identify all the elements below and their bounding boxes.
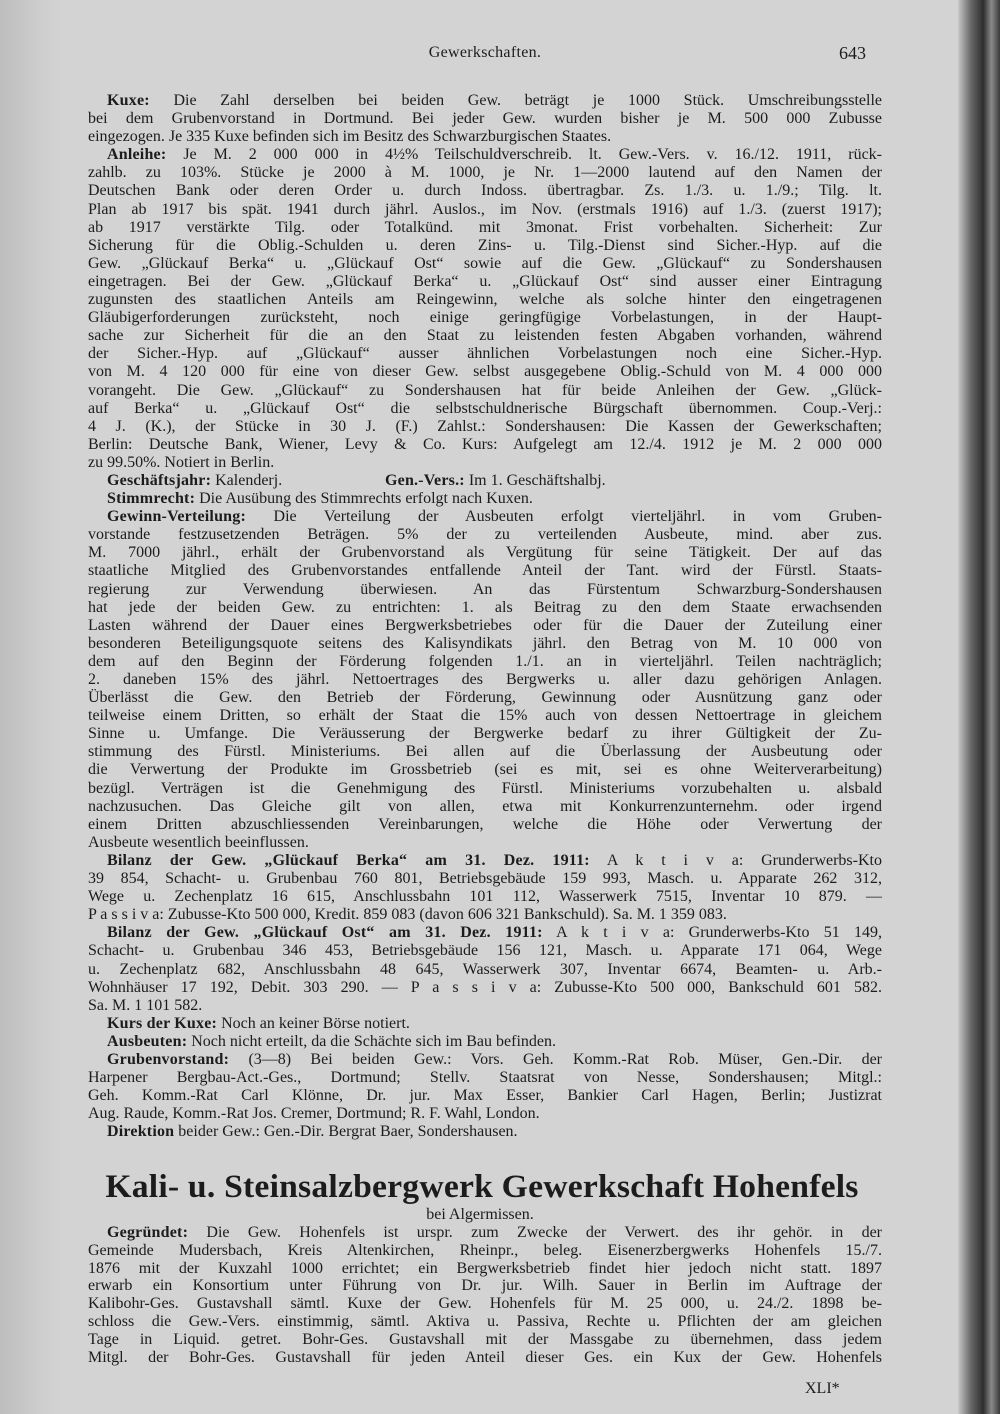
text-line: [88, 1015, 882, 1033]
lead-label: Kuxe:: [107, 92, 150, 109]
line-text: vorangeht. Die Gew. „Glückauf“ zu Sondershausen hat für beide Anleihen der Gew. „Glück-: [88, 381, 882, 399]
line-text: Noch nicht erteilt, da die Schächte sich im Bau befinden.: [191, 1032, 557, 1050]
text-line: [88, 942, 882, 960]
lead-label: Kurs der Kuxe:: [107, 1014, 218, 1032]
running-header: [88, 44, 882, 66]
text-line: [88, 327, 882, 345]
book-binding-edge: [958, 0, 1000, 1414]
text-line: [88, 1295, 882, 1313]
paragraph: [88, 924, 882, 1014]
line-text: M. 7000 jährl., erhält der Grubenvorstand als Vergütung für seine Tätigkeit. Der auf das: [88, 544, 882, 562]
text-line: [88, 581, 882, 599]
text-line: [88, 852, 882, 870]
main-text: [88, 92, 882, 1141]
paragraph: [88, 1123, 882, 1141]
line-text: Kalibohr-Ges. Gustavshall sämtl. Kuxe der Gew. Hohenfels für M. 25 000, u. 24./2. 1898 be-: [88, 1295, 882, 1313]
line-text: schloss die Gew.-Vers. einstimmig, sämtl. Aktiva u. Passiva, Rechte u. Pflichten der am gleichen: [88, 1312, 882, 1330]
text-line: [88, 363, 882, 381]
lead-label: Stimmrecht:: [107, 490, 196, 508]
line-text: (3—8) Bei beiden Gew.: Vors. Geh. Komm.-Rat Rob. Müser, Gen.-Dir. der: [248, 1050, 882, 1068]
text-line: [88, 237, 882, 255]
text-line: [88, 761, 882, 779]
line-text: Wohnhäuser 17 192, Debit. 303 290. — P a s s i v a: Zubusse-Kto 500 000, Bankschuld 601 582.: [88, 978, 882, 996]
lead-label: Geschäftsjahr:: [107, 471, 212, 489]
running-title: Gewerkschaften.: [428, 44, 542, 61]
line-text: beider Gew.: Gen.-Dir. Bergrat Baer, Sondershausen.: [178, 1123, 518, 1141]
paragraph-text: Im 1. Geschäftshalbj.: [468, 471, 606, 489]
line-text: die Verwertung der Produkte im Grossbetrieb (sei es mit, sei es ohne Weiterverarbeitung): [88, 761, 882, 779]
text-line: [88, 345, 882, 363]
paragraph: [88, 92, 882, 146]
lead-label: Bilanz der Gew. „Glückauf Ost“ am 31. Dez. 1911:: [107, 924, 543, 942]
paragraph: [88, 1033, 882, 1051]
line-text: von M. 4 120 000 für eine von dieser Gew. selbst ausgegebene Oblig.-Schuld von M. 4 000 000: [88, 363, 882, 381]
line-text: Aug. Raude, Komm.-Rat Jos. Cremer, Dortmund; R. F. Wahl, London.: [88, 1105, 540, 1123]
line-text: zu 99.50%. Notiert in Berlin.: [88, 453, 275, 471]
paragraph-group-2: [88, 490, 882, 1141]
line-text: Gläubigerforderungen zurücksteht, noch einige geringfügige Vorbelastungen, in der Haupt-: [88, 309, 882, 327]
lead-label: Bilanz der Gew. „Glückauf Berka“ am 31. Dez. 1911:: [107, 851, 590, 869]
paragraph-group-3: [88, 1224, 882, 1366]
line-text: dem auf den Beginn der Förderung folgenden 1./1. an in vierteljährl. Teilen nachträglich;: [88, 652, 882, 670]
line-text: bezügl. Verträgen ist die Genehmigung des Fürstl. Ministeriums vorzubehalten u. alsbald: [88, 779, 882, 797]
text-line: [88, 164, 882, 182]
text-line: [88, 400, 882, 418]
text-line: [88, 653, 882, 671]
text-line: [88, 418, 882, 436]
previous-page-edge: [0, 0, 62, 1414]
line-text: Die Verteilung der Ausbeuten erfolgt vierteljährl. in vom Gruben-: [273, 508, 882, 526]
line-text: Tage in Liquid. getret. Bohr-Ges. Gustavshall mit der Massgabe zu übernehmen, dass jedem: [88, 1330, 882, 1348]
line-text: 39 854, Schacht- u. Grubenbau 760 801, Betriebsgebäude 159 993, Masch. u. Apparate 262 312,: [88, 870, 882, 888]
text-line: [88, 743, 882, 761]
line-text: zugunsten des staatlichen Anteils am Reingewinn, welche als solche hinter den eingetragenen: [88, 291, 882, 309]
text-line: [88, 1349, 882, 1367]
text-line: [88, 291, 882, 309]
line-text: Ausbeute wesentlich beeinflussen.: [88, 833, 309, 851]
line-text: hat jede der beiden Gew. zu entrichten: 1. als Beitrag zu den dem Staate erwachsenden: [88, 598, 882, 616]
line-text: Gemeinde Mudersbach, Kreis Altenkirchen, Rheinpr., beleg. Eisenerzbergwerks Hohenfels 15./7.: [88, 1241, 882, 1259]
text-line: [88, 1033, 882, 1051]
paragraph-geschaeftsjahr: [88, 472, 882, 490]
paragraph: [88, 508, 882, 852]
line-text: auf Berka“ u. „Glückauf Ost“ die selbstschuldnerische Bürgschaft übernommen. Coup.-Verj.:: [88, 399, 882, 417]
paragraph-text: Kalenderj.: [215, 471, 283, 489]
line-text: Mitgl. der Bohr-Ges. Gustavshall für jeden Anteil dieser Ges. ein Kux der Gew. Hohenfels: [88, 1348, 882, 1366]
line-text: Lasten während der Dauer eines Bergwerksbetriebes oder für die Dauer der Zuteilung einer: [88, 616, 882, 634]
line-text: besonderen Beteiligungsquote seitens des Kalisyndikats jährl. den Betrag von M. 10 000 von: [88, 634, 882, 652]
line-text: Gew. „Glückauf Berka“ u. „Glückauf Ost“ sowie auf die Gew. „Glückauf“ zu Sondershausen: [88, 254, 882, 272]
line-text: einem Dritten abzuschliessenden Vereinbarungen, welche die Höhe oder Verwertung der: [88, 815, 882, 833]
line-text: der Sicher.-Hyp. auf „Glückauf“ ausser ähnlichen Vorbelastungen noch eine Sicher.-Hyp.: [88, 345, 882, 363]
line-text: 1876 mit der Kuxzahl 1000 errichtet; ein Bergwerksbetrieb findet hier jedoch nicht statt. 1897: [88, 1259, 882, 1277]
line-text: regierung zur Verwendung überwiesen. An das Fürstentum Schwarzburg-Sondershausen: [88, 580, 882, 598]
text-line: [88, 834, 882, 852]
line-text: Überlässt die Gew. den Betrieb der Förderung, Gewinnung oder Ausnützung ganz oder: [88, 689, 882, 707]
line-text: eingezogen. Je 335 Kuxe befinden sich im Besitz des Schwarzburgischen Staates.: [88, 128, 612, 146]
line-text: A k t i v a: Grunderwerbs-Kto 51 149,: [556, 924, 882, 942]
paragraph: [88, 490, 882, 508]
text-line: [88, 146, 882, 164]
section-title: Kali- u. Steinsalzbergwerk Gewerkschaft Hohenfels: [105, 1169, 859, 1205]
line-text: 4 J. (K.), der Stücke in 30 J. (F.) Zahlst.: Sondershausen: Die Kassen der Gewerkschaften;: [88, 417, 882, 435]
lead-label: Grubenvorstand:: [107, 1050, 230, 1068]
text-line: [88, 906, 882, 924]
line-text: staatliche Mitglied des Grubenvorstandes entfallende Anteil der Tant. wird der Fürstl. Staats-: [88, 562, 882, 580]
line-text: Plan ab 1917 bis spät. 1941 durch jährl. Auslos., im Nov. (erstmals 1916) auf 1./3. (zuerst 1917);: [88, 200, 882, 218]
line-text: Deutschen Bank oder deren Order u. durch Indoss. übertragbar. Zs. 1./3. u. 1./9.; Tilg. lt.: [88, 182, 882, 200]
lead-label: Gen.-Vers.:: [385, 471, 465, 489]
text-line: [88, 1051, 882, 1069]
text-line: [88, 544, 882, 562]
paragraph: [88, 146, 882, 472]
text-line: [88, 128, 882, 146]
signature-mark: XLI*: [805, 1380, 840, 1397]
text-line: [88, 508, 882, 526]
text-line: [88, 273, 882, 291]
text-line: [88, 110, 882, 128]
text-line: [88, 617, 882, 635]
line-text: ab 1917 verstärkte Tilg. oder Totalkünd. mit 3monat. Frist vorbehalten. Sicherheit: Zur: [88, 218, 882, 236]
text-line: [88, 1087, 882, 1105]
text-line: [88, 201, 882, 219]
text-line: [88, 1069, 882, 1087]
line-text: Sicherung für die Oblig.-Schulden u. deren Zins- u. Tilg.-Dienst sind Sicher.-Hyp. auf die: [88, 236, 882, 254]
line-text: Die Zahl derselben bei beiden Gew. beträgt je 1000 Stück. Umschreibungsstelle: [173, 92, 883, 109]
text-line: [88, 780, 882, 798]
line-text: eingetragen. Bei der Gew. „Glückauf Berka“ u. „Glückauf Ost“ sind ausser einer Eintragung: [88, 272, 882, 290]
text-line: [88, 979, 882, 997]
text-line: [88, 635, 882, 653]
line-text: sache zur Sicherheit für die an den Staat zu leistenden festen Abgaben vorhanden, während: [88, 327, 882, 345]
line-text: Wege u. Zechenplatz 16 615, Anschlussbahn 101 112, Wasserwerk 7515, Inventar 10 879. —: [88, 888, 882, 906]
text-line: [88, 382, 882, 400]
line-text: Geh. Komm.-Rat Carl Klönne, Dr. jur. Max Esser, Bankier Carl Hagen, Berlin; Justizrat: [88, 1087, 882, 1105]
text-line: [88, 1331, 882, 1349]
text-line: [88, 526, 882, 544]
line-text: u. Zechenplatz 682, Anschlussbahn 48 645, Wasserwerk 307, Inventar 6674, Beamten- u. Arb.-: [88, 960, 882, 978]
text-line: [88, 707, 882, 725]
lead-label: Anleihe:: [107, 146, 167, 164]
lead-label: Direktion: [107, 1123, 175, 1141]
text-line: [88, 454, 882, 472]
text-line: [88, 182, 882, 200]
line-text: Sa. M. 1 101 582.: [88, 996, 203, 1014]
text-line: [88, 961, 882, 979]
line-text: bei dem Grubenvorstand in Dortmund. Bei jeder Gew. wurden bisher je M. 500 000 Zubusse: [88, 110, 882, 128]
text-line: [88, 1260, 882, 1278]
paragraph: [88, 1051, 882, 1123]
paragraph: [88, 1224, 882, 1366]
text-line: [88, 798, 882, 816]
line-text: Je M. 2 000 000 in 4½% Teilschuldverschreib. lt. Gew.-Vers. v. 16./12. 1911, rück-: [183, 146, 882, 164]
text-line: [88, 219, 882, 237]
text-line: [88, 562, 882, 580]
line-text: Schacht- u. Grubenbau 346 453, Betriebsgebäude 156 121, Masch. u. Apparate 171 064, Wege: [88, 942, 882, 960]
paragraph: [88, 1015, 882, 1033]
text-line: [88, 92, 882, 110]
line-text: Noch an keiner Börse notiert.: [221, 1014, 410, 1032]
text-line: [88, 309, 882, 327]
lead-label: Ausbeuten:: [107, 1032, 188, 1050]
text-line: [88, 1224, 882, 1242]
paragraph: [88, 852, 882, 924]
text-line: [88, 1313, 882, 1331]
text-line: [88, 1277, 882, 1295]
line-text: Die Ausübung des Stimmrechts erfolgt nach Kuxen.: [199, 490, 533, 508]
text-line: [88, 255, 882, 273]
line-text: Harpener Bergbau-Act.-Ges., Dortmund; Stellv. Staatsrat von Nesse, Sondershausen; Mitgl.:: [88, 1069, 882, 1087]
text-line: [88, 490, 882, 508]
line-text: P a s s i v a: Zubusse-Kto 500 000, Kredit. 859 083 (davon 606 321 Bankschuld). Sa. M. 1 359 083.: [88, 906, 727, 924]
line-text: Sinne u. Umfange. Die Veräusserung der Bergwerke bedarf zu ihrer Gültigkeit der Zu-: [88, 725, 882, 743]
line-text: Berlin: Deutsche Bank, Wiener, Levy & Co. Kurs: Aufgelegt am 12./4. 1912 je M. 2 000 000: [88, 435, 882, 453]
text-line: [88, 671, 882, 689]
lead-label: Gewinn-Verteilung:: [107, 508, 247, 526]
line-text: zahlb. zu 103%. Stücke je 2000 à M. 1000, je Nr. 1—2000 lautend auf den Namen der: [88, 164, 882, 182]
line-text: teilweise einem Dritten, so erhält der Staat die 15% auch von dessen Nettoertrage in gleichem: [88, 707, 882, 725]
page-number: 643: [839, 43, 866, 63]
text-line: [88, 1242, 882, 1260]
text-line: [88, 816, 882, 834]
text-line: [88, 599, 882, 617]
text-line: [88, 924, 882, 942]
line-text: stimmung des Fürstl. Ministeriums. Bei allen auf die Überlassung der Ausbeutung oder: [88, 743, 882, 761]
line-text: vorstande festzusetzenden Beträgen. 5% der zu verteilenden Ausbeute, mind. aber zus.: [88, 526, 882, 544]
section-hohenfels: [88, 1168, 882, 1366]
text-line: [88, 1105, 882, 1123]
lead-label: Gegründet:: [107, 1224, 189, 1241]
section-subtitle: bei Algermissen.: [426, 1206, 534, 1223]
text-line: [88, 436, 882, 454]
paragraph-group-1: [88, 92, 882, 472]
line-text: erwarb ein Konsortium unter Führung von Dr. jur. Wilh. Sauer in Berlin im Auftrage der: [88, 1277, 882, 1295]
text-line: [88, 689, 882, 707]
text-line: [88, 725, 882, 743]
line-text: 2. daneben 15% des jährl. Nettoertrages des Bergwerks u. aller dazu gehörigen Anlagen.: [88, 671, 882, 688]
line-text: A k t i v a: Grunderwerbs-Kto: [606, 851, 882, 869]
line-text: Die Gew. Hohenfels ist urspr. zum Zwecke der Verwert. des ihr gehör. in der: [206, 1224, 883, 1241]
text-line: [88, 997, 882, 1015]
text-line: [88, 870, 882, 888]
text-line: [88, 1123, 882, 1141]
text-line: [88, 888, 882, 906]
line-text: nachzusuchen. Das Gleiche gilt von allen, etwa mit Konkurrenzunternehm. oder irgend: [88, 797, 882, 815]
